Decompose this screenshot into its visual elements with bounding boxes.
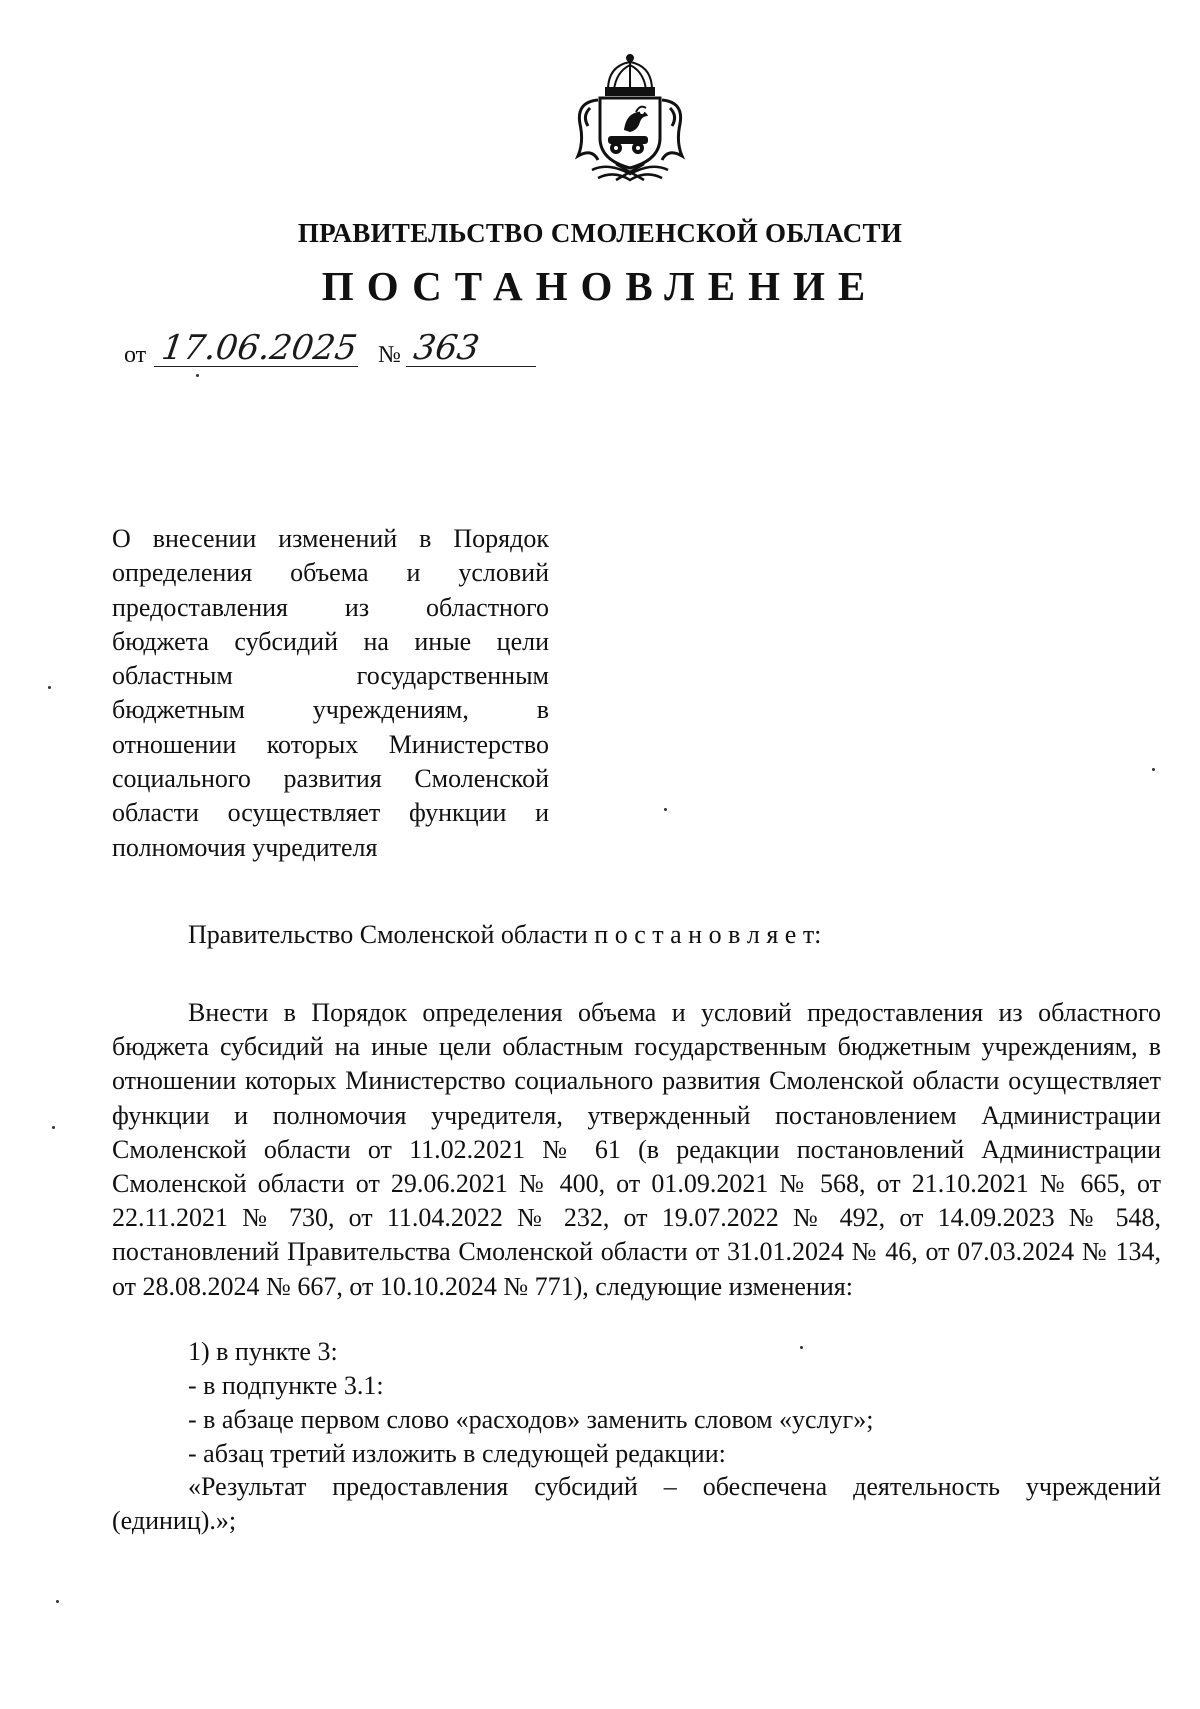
intro-line: Правительство Смоленской области п о с т а н о в л я е т:: [188, 920, 822, 949]
scan-speck: [1152, 768, 1155, 771]
scan-speck: [52, 1126, 55, 1129]
quoted-paragraph: «Результат предоставления субсидий – обеспечена деятельность учреждений (единиц).»;: [112, 1472, 1161, 1536]
list-item: 1) в пункте 3:: [188, 1337, 338, 1366]
document-type-title: ПОСТАНОВЛЕНИЕ: [321, 263, 879, 309]
from-label: от: [124, 342, 147, 368]
list-item: - в подпункте 3.1:: [188, 1371, 384, 1400]
scan-speck: [48, 686, 51, 689]
scan-speck: [800, 1346, 803, 1349]
scan-speck: [664, 808, 667, 811]
handwritten-number: 363: [411, 328, 482, 368]
smolensk-coat-of-arms-icon: [568, 52, 692, 184]
subject-block: О внесении изменений в Порядок определения объема и условий предоставления из областного бюджета субсидий на иные цели областным государственным бюджетным учреждениям, в отношении которых Министерство социального развития Смоленской области осуществляет функции и полномочия учредителя: [112, 524, 549, 862]
scan-speck: [56, 1600, 59, 1603]
handwritten-date: 17.06.2025: [159, 328, 360, 368]
scan-speck: [196, 374, 199, 377]
main-paragraph: Внести в Порядок определения объема и условий предоставления из областного бюджета субсидий на иные цели областным государственным бюджетным учреждениям, в отношении которых Министерство социального развития Смоленской области осуществляет функции и полномочия учредителя, утвержденный постановлением Администрации Смоленской области от 11.02.2021 № 61 (в редакции постановлений Администрации Смоленской области от 29.06.2021 № 400, от 01.09.2021 № 568, от 21.10.2021 № 665, от 22.11.2021 № 730, от 11.04.2022 № 232, от 19.07.2022 № 492, от 14.09.2023 № 548, постановлений Правительства Смоленской области от 31.01.2024 № 46, от 07.03.2024 № 134, от 28.08.2024 № 667, от 10.10.2024 № 771), следующие изменения:: [112, 998, 1161, 1301]
list-item: - абзац третий изложить в следующей редакции:: [188, 1439, 726, 1468]
list-item: - в абзаце первом слово «расходов» заменить словом «услуг»;: [188, 1405, 874, 1434]
number-label: №: [378, 342, 401, 368]
authority-title: ПРАВИТЕЛЬСТВО СМОЛЕНСКОЙ ОБЛАСТИ: [297, 218, 903, 248]
